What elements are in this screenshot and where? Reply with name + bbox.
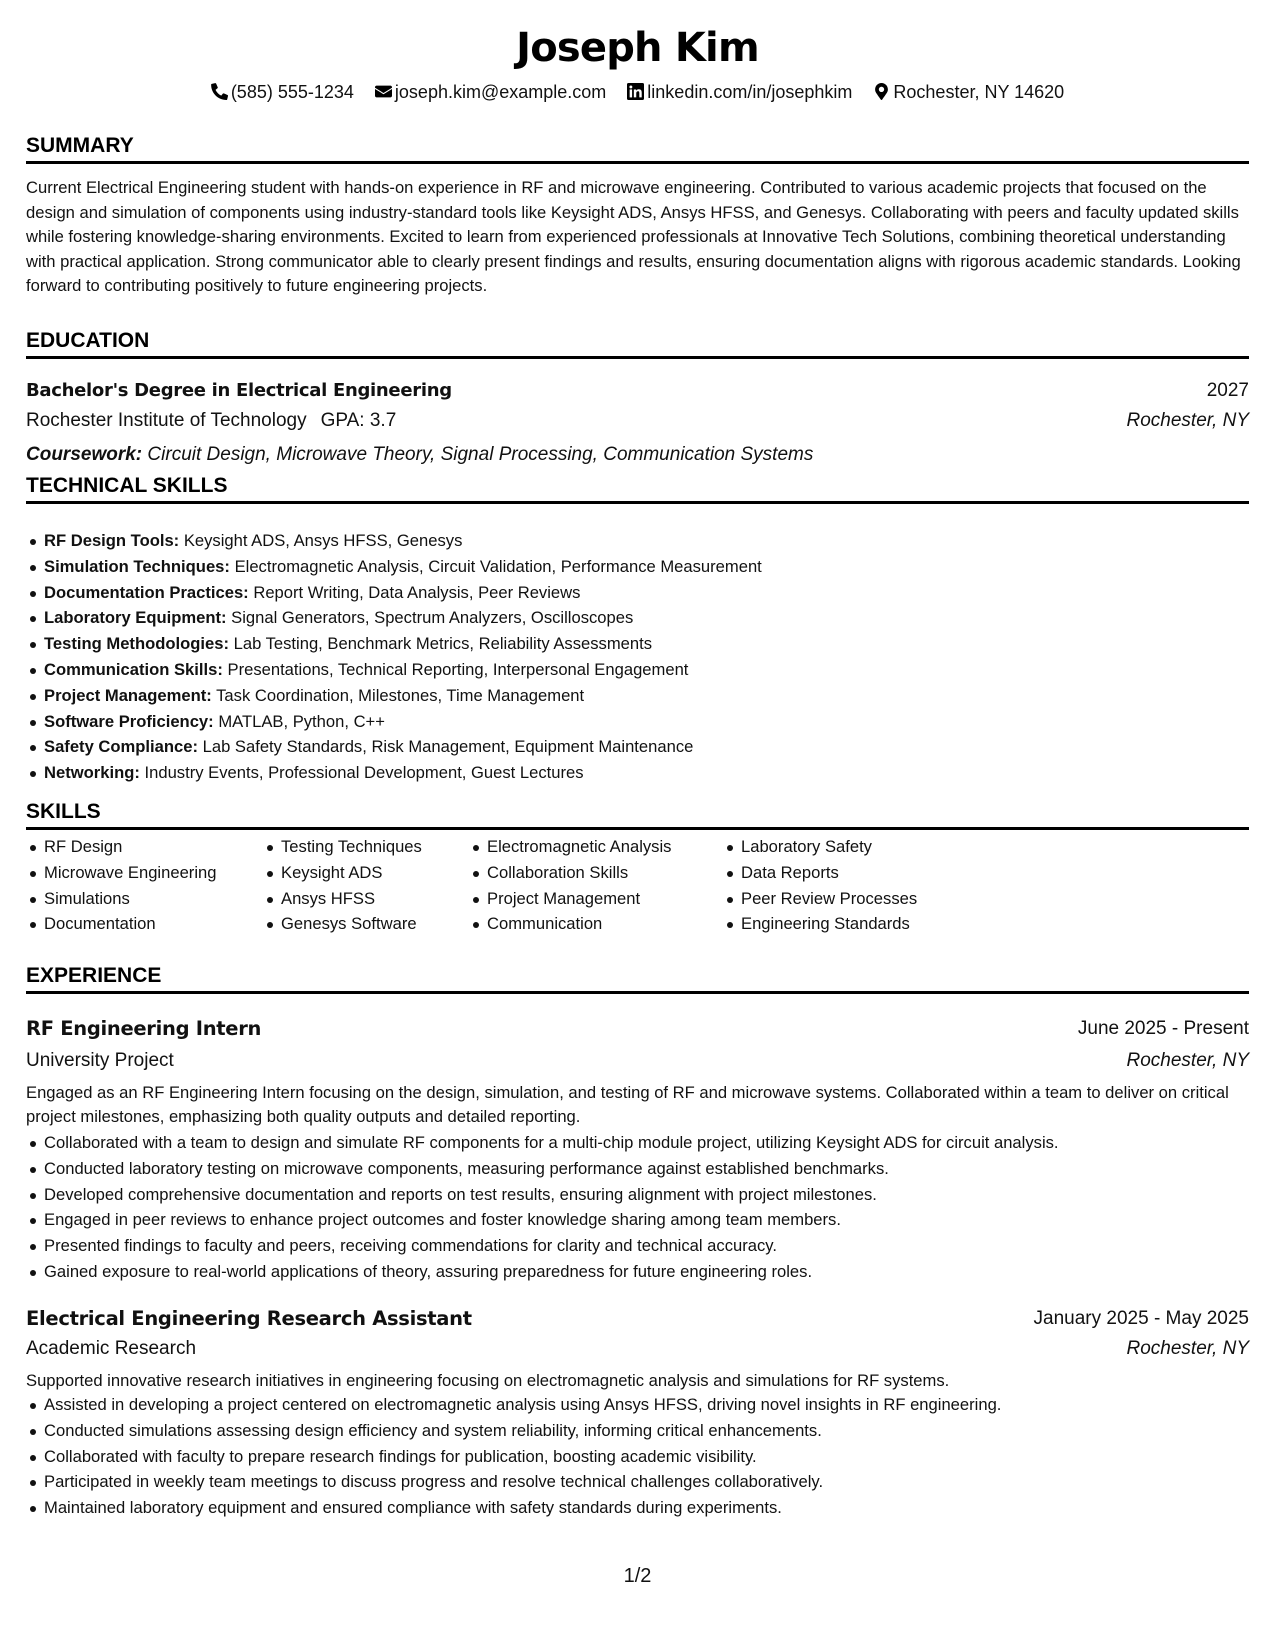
job-bullet: Collaborated with a team to design and simulate RF components for a multi-chip module project, utilizing Keysight ADS for circuit analysis. [26,1130,1249,1156]
contact-linkedin[interactable] [627,80,852,104]
phone-icon [211,83,228,100]
linkedin-text: linkedin.com/in/josephkim [647,82,853,103]
section-title-skills: SKILLS [26,796,1249,830]
job-org-row [26,1334,1249,1364]
skill-category: Laboratory Equipment: [44,608,227,628]
skill-values: Signal Generators, Spectrum Analyzers, Oscilloscopes [231,608,634,628]
job-bullets [26,1130,1249,1285]
skill-category: Project Management: [44,685,212,705]
contact-email[interactable] [375,80,606,104]
skill-values: Keysight ADS, Ansys HFSS, Genesys [183,531,463,550]
skills-column [723,834,917,937]
coursework-line [26,440,1249,470]
skill-item: Simulations [26,886,216,912]
skill-item: Engineering Standards [723,911,917,937]
contact-bar [26,79,1249,104]
skill-item: Documentation [26,911,216,937]
section-title-experience: EXPERIENCE [26,960,1249,994]
job-dates: January 2025 - May 2025 [1033,1308,1249,1329]
resume-page [26,0,1249,1650]
job-location: Rochester, NY [1126,1338,1249,1359]
job-title-row [26,1304,1249,1334]
skill-values: Task Coordination, Milestones, Time Management [216,685,585,705]
skill-category: Documentation Practices: [44,582,249,602]
skill-values: MATLAB, Python, C++ [218,711,385,731]
job-bullet: Engaged in peer reviews to enhance project outcomes and foster knowledge sharing among team members. [26,1207,1249,1233]
skill-category: Testing Methodologies: [44,634,229,654]
map-pin-icon [873,83,890,100]
job-description: Engaged as an RF Engineering Intern focusing on the design, simulation, and testing of RF and microwave systems. Collaborated within a team to deliver on critical project milestones, emphasizing both quality outputs and detailed reporting. [26,1083,1229,1126]
candidate-name: Joseph Kim [516,25,759,71]
technical-skill-item [26,734,1249,760]
job-description: Supported innovative research initiatives in engineering focusing on electromagnetic analysis and simulations for RF systems. [26,1371,950,1390]
education-school-row [26,406,1249,436]
technical-skills-list [26,528,1249,786]
skill-values: Lab Testing, Benchmark Metrics, Reliability Assessments [233,634,653,654]
skill-category: Safety Compliance: [44,737,198,757]
skill-item: Laboratory Safety [723,834,917,860]
job-bullet: Participated in weekly team meetings to discuss progress and resolve technical challenges collaboratively. [26,1469,1249,1495]
job-bullet: Presented findings to faculty and peers, receiving commendations for clarity and technical accuracy. [26,1233,1249,1259]
job-bullet: Collaborated with faculty to prepare research findings for publication, boosting academic visibility. [26,1444,1249,1470]
skill-item: Genesys Software [263,911,422,937]
skill-item: Microwave Engineering [26,860,216,886]
section-title-education: EDUCATION [26,325,1249,359]
skill-category: Software Proficiency: [44,711,214,731]
job-location: Rochester, NY [1126,1050,1249,1071]
skill-category: Communication Skills: [44,659,223,679]
degree-title: Bachelor's Degree in Electrical Engineering [26,380,452,401]
skills-column [26,834,216,937]
school-location: Rochester, NY [1126,410,1249,431]
skill-item: Peer Review Processes [723,886,917,912]
skill-category: Simulation Techniques: [44,556,230,576]
job-org-row [26,1046,1249,1076]
skill-item: Keysight ADS [263,860,422,886]
job-bullet: Conducted laboratory testing on microwave components, measuring performance against established benchmarks. [26,1156,1249,1182]
skill-category: RF Design Tools: [44,531,180,550]
technical-skill-item [26,683,1249,709]
school-name: Rochester Institute of Technology [26,410,307,431]
job-bullets [26,1392,1249,1521]
degree-year: 2027 [1206,380,1249,401]
skill-values: Lab Safety Standards, Risk Management, Equipment Maintenance [202,737,694,757]
email-text: joseph.kim@example.com [394,82,607,103]
skill-category: Networking: [44,763,140,783]
technical-skill-item [26,605,1249,631]
skill-item: RF Design [26,834,216,860]
technical-skill-item [26,760,1249,786]
job-bullet: Maintained laboratory equipment and ensured compliance with safety standards during experiments. [26,1495,1249,1521]
skill-item: Testing Techniques [263,834,422,860]
technical-skill-item [26,631,1249,657]
skill-values: Report Writing, Data Analysis, Peer Reviews [253,582,581,602]
page-number: 1/2 [623,1565,652,1587]
skill-values: Electromagnetic Analysis, Circuit Validation, Performance Measurement [234,556,762,576]
section-title-summary: SUMMARY [26,130,1249,164]
job-bullet: Assisted in developing a project centered on electromagnetic analysis using Ansys HFSS, driving novel insights in RF engineering. [26,1392,1249,1418]
gpa: GPA: 3.7 [320,410,397,431]
job-bullet: Gained exposure to real-world applications of theory, assuring preparedness for future engineering roles. [26,1259,1249,1285]
contact-location [873,80,1064,104]
skill-item: Communication [469,911,671,937]
skill-item: Data Reports [723,860,917,886]
job-title: Electrical Engineering Research Assistant [26,1307,472,1330]
coursework-label: Coursework: [26,444,143,465]
skill-item: Project Management [469,886,671,912]
skill-item: Collaboration Skills [469,860,671,886]
technical-skill-item [26,580,1249,606]
job-bullet: Developed comprehensive documentation and reports on test results, ensuring alignment with project milestones. [26,1182,1249,1208]
contact-phone[interactable] [211,80,354,104]
job-bullet: Conducted simulations assessing design efficiency and system reliability, informing critical enhancements. [26,1418,1249,1444]
skill-item: Electromagnetic Analysis [469,834,671,860]
skill-values: Industry Events, Professional Development, Guest Lectures [144,763,584,783]
technical-skill-item [26,709,1249,735]
skills-grid [26,834,1249,938]
location-text: Rochester, NY 14620 [893,82,1065,103]
job-org: Academic Research [26,1338,197,1359]
job-dates: June 2025 - Present [1077,1018,1249,1039]
skills-column [469,834,671,937]
education-degree-row [26,376,1249,406]
envelope-icon [375,83,392,100]
linkedin-icon [627,83,644,100]
technical-skill-item [26,554,1249,580]
skill-values: Presentations, Technical Reporting, Interpersonal Engagement [227,659,689,679]
technical-skill-item [26,528,1249,554]
summary-text: Current Electrical Engineering student with hands-on experience in RF and microwave engineering. Contributed to various academic projects that focused on the design and simulation of components using industry-standard tools like Keysight ADS, Ansys HFSS, and Genesys. Collaborating with peers and faculty updated skills while fostering knowledge-sharing environments. Excited to learn from experienced professionals at Innovative Tech Solutions, combining theoretical understanding with practical application. Strong communicator able to clearly present findings and results, ensuring documentation aligns with rigorous academic standards. Looking forward to contributing positively to future engineering projects. [26,178,1241,296]
phone-text: (585) 555-1234 [230,82,354,103]
skill-item: Ansys HFSS [263,886,422,912]
section-title-technical-skills: TECHNICAL SKILLS [26,470,1249,504]
technical-skill-item [26,657,1249,683]
school-line [26,406,396,436]
job-org: University Project [26,1050,174,1071]
job-title-row [26,1014,1249,1044]
coursework-list: Circuit Design, Microwave Theory, Signal Processing, Communication Systems [147,444,814,465]
skills-column [263,834,422,937]
job-title: RF Engineering Intern [26,1017,262,1040]
